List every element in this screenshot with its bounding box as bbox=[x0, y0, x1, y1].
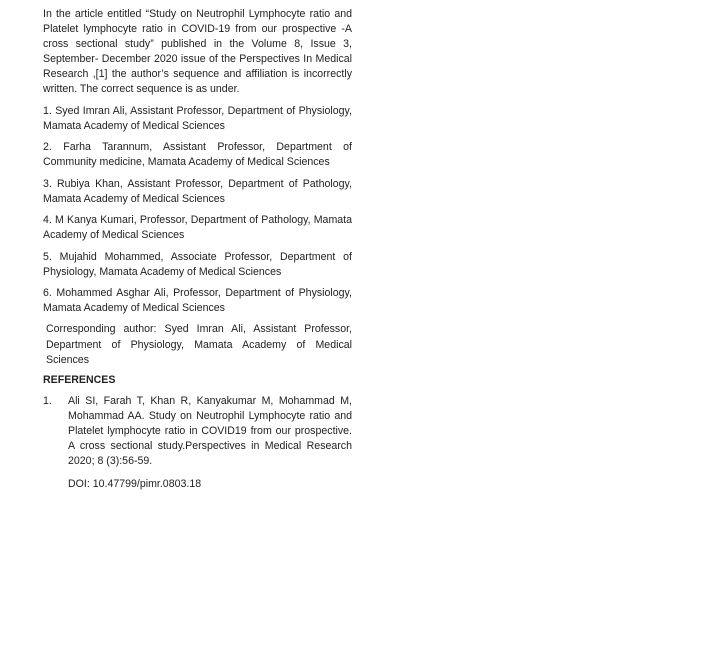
author-entry-5: 5. Mujahid Mohammed, Associate Professor, Department of Physiology, Mamata Academy of Medical Sciences bbox=[43, 250, 352, 278]
author-entry-2: 2. Farha Tarannum, Assistant Professor, Department of Community medicine, Mamata Academy of Medical Sciences bbox=[43, 141, 352, 169]
intro-paragraph: In the article entitled “Study on Neutrophil Lymphocyte ratio and Platelet lymphocyte ratio in COVID-19 from our prospective -A cross sectional study” published in the Volume 8, Issue 3, September- December 2020 issue of the Perspectives In Medical Research ,[1] the author’s sequence and affiliation is incorrectly written. The correct sequence is as under. bbox=[43, 8, 352, 96]
references-heading: REFERENCES bbox=[43, 373, 116, 386]
author-entry-1: 1. Syed Imran Ali, Assistant Professor, Department of Physiology, Mamata Academy of Medical Sciences bbox=[43, 104, 352, 132]
author-entry-3: 3. Rubiya Khan, Assistant Professor, Department of Pathology, Mamata Academy of Medical Sciences bbox=[43, 177, 352, 205]
reference-item bbox=[43, 394, 352, 469]
author-entry-6: 6. Mohammed Asghar Ali, Professor, Department of Physiology, Mamata Academy of Medical Sciences bbox=[43, 286, 352, 315]
reference-number: 1. bbox=[43, 394, 52, 407]
author-entry-4: 4. M Kanya Kumari, Professor, Department of Pathology, Mamata Academy of Medical Sciences bbox=[43, 214, 352, 242]
reference-text: Ali SI, Farah T, Khan R, Kanyakumar M, Mohammad M, Mohammad AA. Study on Neutrophil Lymphocyte ratio and Platelet lymphocyte ratio in COVID19 from our prospective. A cross sectional study.Perspectives in Medical Research 2020; 8 (3):56-59. bbox=[68, 394, 352, 468]
corresponding-author: Corresponding author: Syed Imran Ali, Assistant Professor, Department of Physiology, Mamata Academy of Medical Sciences bbox=[46, 323, 352, 366]
doi-text: DOI: 10.47799/pimr.0803.18 bbox=[68, 478, 202, 491]
erratum-column bbox=[43, 7, 352, 492]
